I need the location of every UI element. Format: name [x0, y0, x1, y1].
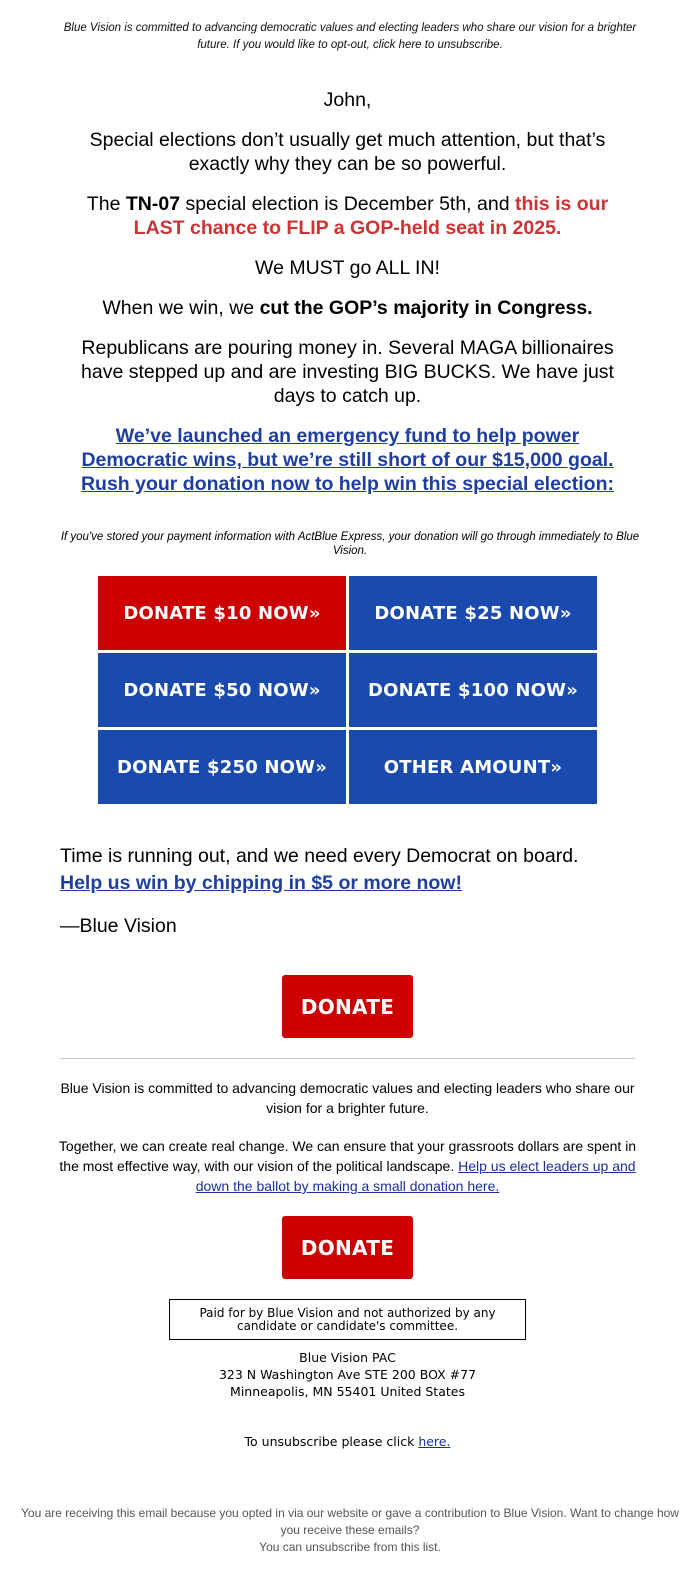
footer-donate-button[interactable]: DONATE: [282, 1216, 413, 1279]
election-text-mid: special election is December 5th, and: [180, 193, 515, 215]
bottom-notice: [15, 1505, 685, 1556]
district-name: TN-07: [125, 193, 181, 215]
footer-mission: Blue Vision is committed to advancing democratic values and electing leaders who share our vision for a brighter future.: [60, 1080, 635, 1116]
closing-paragraph: [60, 843, 640, 897]
footer-donation-link[interactable]: Help us elect leaders up and down the ballot by making a small donation here.: [195, 1158, 636, 1194]
paid-for-disclaimer: Paid for by Blue Vision and not authorized by any candidate or candidate's committee.: [169, 1299, 526, 1340]
bottom-notice-line1: You are receiving this email because you opted in via our website or gave a contribution to Blue Vision. Want to change how you receive these emails?: [21, 1506, 679, 1537]
bottom-unsubscribe-link[interactable]: You can unsubscribe from this list.: [259, 1540, 441, 1554]
election-text-pre: The: [86, 193, 126, 215]
actblue-express-note: If you've stored your payment information with ActBlue Express, your donation will go through immediately to Blue Vision.: [60, 531, 640, 557]
footer-change: [55, 1136, 640, 1196]
donate-10-button[interactable]: DONATE $10 NOW»: [98, 576, 346, 650]
paragraph-majority: [60, 296, 635, 320]
paragraph-election: [60, 192, 635, 240]
footer-change-text: Together, we can create real change. We can ensure that your grassroots dollars are spent in the most effective way, with our vision of the political landscape.: [58, 1138, 637, 1174]
address-city: Minneapolis, MN 55401 United States: [230, 1384, 465, 1399]
signoff: —Blue Vision: [60, 915, 177, 937]
email-body: [60, 88, 635, 512]
unsubscribe-line: [150, 1433, 545, 1450]
unsubscribe-text: To unsubscribe please click: [244, 1434, 419, 1449]
emergency-fund-link[interactable]: We’ve launched an emergency fund to help power Democratic wins, but we’re still short of our $15,000 goal. Rush your donation now to help win this special election:: [80, 425, 615, 495]
paragraph-emergency-fund: [60, 424, 635, 496]
majority-highlight: cut the GOP’s majority in Congress.: [259, 297, 593, 319]
greeting: John,: [323, 89, 372, 111]
divider: [60, 1058, 635, 1059]
address-org: Blue Vision PAC: [299, 1350, 396, 1365]
donate-25-button[interactable]: DONATE $25 NOW»: [349, 576, 597, 650]
chip-in-link[interactable]: Help us win by chipping in $5 or more now!: [60, 872, 462, 894]
paragraph-all-in: We MUST go ALL IN!: [255, 257, 440, 279]
paragraph-republicans: Republicans are pouring money in. Several MAGA billionaires have stepped up and are investing BIG BUCKS. We have just days to catch up.: [81, 337, 614, 407]
majority-text-pre: When we win, we: [102, 297, 260, 319]
donate-button[interactable]: DONATE: [282, 975, 413, 1038]
mailing-address: [150, 1349, 545, 1400]
donate-button-grid: [98, 576, 598, 804]
last-chance-highlight: this is our LAST chance to FLIP a GOP-held seat in 2025.: [133, 193, 609, 239]
paragraph-intro: Special elections don’t usually get much attention, but that’s exactly why they can be so powerful.: [89, 129, 606, 175]
donate-100-button[interactable]: DONATE $100 NOW»: [349, 653, 597, 727]
preheader-text[interactable]: Blue Vision is committed to advancing democratic values and electing leaders who share our vision for a brighter future. If you would like to opt-out, click here to unsubscribe.: [63, 22, 637, 51]
donate-50-button[interactable]: DONATE $50 NOW»: [98, 653, 346, 727]
donate-250-button[interactable]: DONATE $250 NOW»: [98, 730, 346, 804]
address-street: 323 N Washington Ave STE 200 BOX #77: [218, 1367, 477, 1382]
closing-line: Time is running out, and we need every Democrat on board.: [60, 845, 579, 867]
other-amount-button[interactable]: OTHER AMOUNT»: [349, 730, 597, 804]
unsubscribe-link[interactable]: here.: [418, 1434, 451, 1449]
